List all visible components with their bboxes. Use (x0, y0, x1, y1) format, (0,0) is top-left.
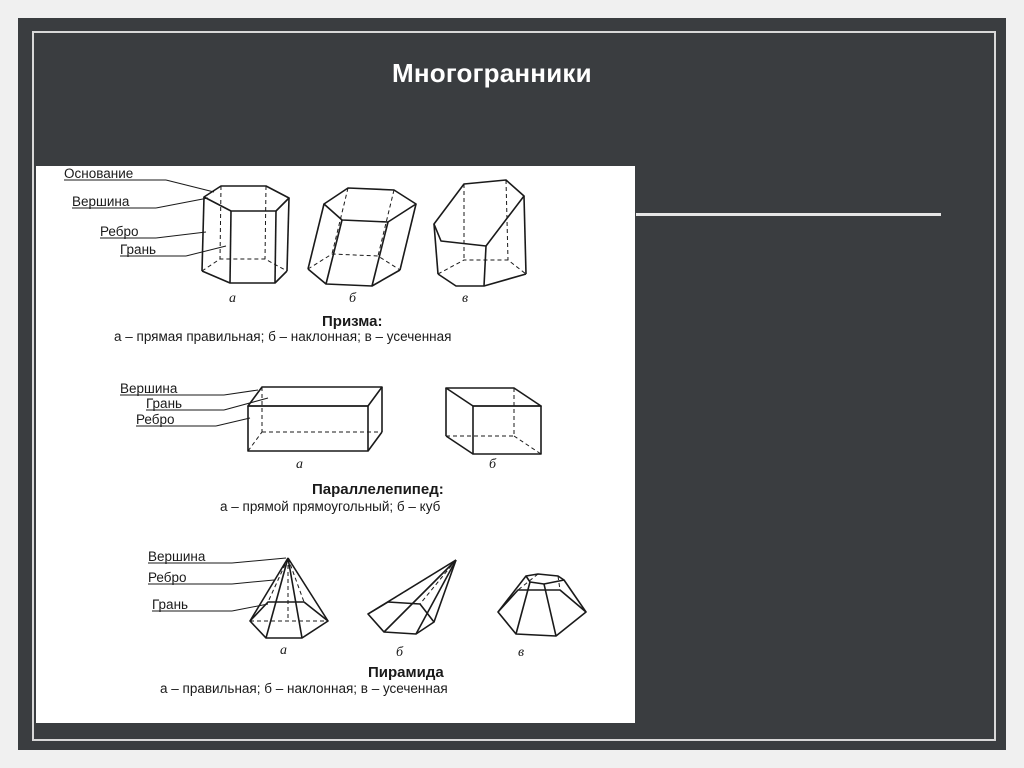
pyramid-caption: а – правильная; б – наклонная; в – усеченная (160, 681, 448, 696)
prism-letter-c: в (462, 291, 469, 306)
polyhedra-illustration (36, 166, 635, 723)
prism-label-base: Основание (64, 166, 134, 181)
parallelepiped-letter-a: а (296, 457, 303, 472)
pyramid-label-face: Грань (152, 597, 189, 612)
prism-heading: Призма: (322, 313, 383, 330)
pyramid-letter-c: в (518, 645, 525, 660)
pyramid-heading: Пирамида (368, 664, 444, 681)
pyramid-b-drawing (368, 560, 456, 634)
pyramid-label-vertex: Вершина (148, 549, 206, 564)
prism-label-edge: Ребро (100, 224, 139, 239)
prism-a-drawing (202, 186, 289, 283)
parallelepiped-label-face: Грань (146, 396, 183, 411)
polyhedra-drawing (36, 166, 635, 723)
parallelepiped-caption: а – прямой прямоугольный; б – куб (220, 499, 441, 514)
pyramid-c-drawing (498, 574, 586, 636)
pyramid-a-drawing (250, 558, 328, 638)
prism-label-vertex: Вершина (72, 194, 130, 209)
prism-c-drawing (434, 180, 526, 286)
parallelepiped-heading: Параллелепипед: (312, 481, 444, 498)
parallelepiped-letter-b: б (489, 457, 497, 472)
pyramid-letter-b: б (396, 645, 404, 660)
pyramid-letter-a: а (280, 643, 287, 658)
parallelepiped-b-drawing (446, 388, 541, 454)
parallelepiped-label-vertex: Вершина (120, 381, 178, 396)
prism-letter-a: а (229, 291, 236, 306)
slide-title: Многогранники (392, 58, 592, 88)
parallelepiped-a-drawing (248, 387, 382, 451)
prism-label-face: Грань (120, 242, 157, 257)
chalk-underline (636, 213, 941, 216)
prism-b-drawing (308, 188, 416, 286)
parallelepiped-label-edge: Ребро (136, 412, 175, 427)
prism-letter-b: б (349, 291, 357, 306)
pyramid-label-edge: Ребро (148, 570, 187, 585)
prism-caption: а – прямая правильная; б – наклонная; в – усеченная (114, 329, 452, 344)
